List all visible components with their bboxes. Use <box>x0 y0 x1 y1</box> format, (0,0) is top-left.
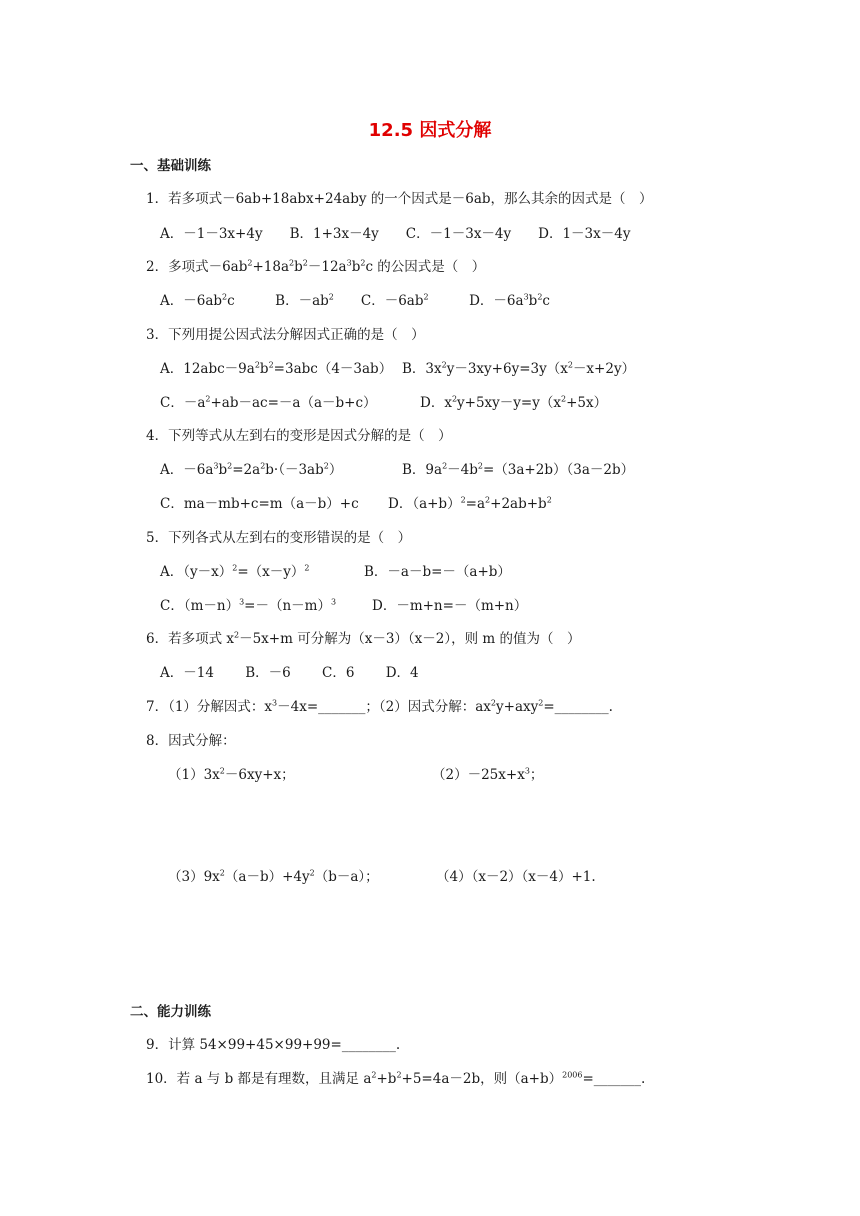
question-8-stem: 8．因式分解： <box>146 733 236 749</box>
question-5-option-b: B．－a－b=－（a+b） <box>364 564 511 580</box>
question-1-stem: 1．若多项式－6ab+18abx+24aby 的一个因式是－6ab，那么其余的因式是（ ） <box>146 191 653 207</box>
question-1-options: A．－1－3x+4y B．1+3x－4y C．－1－3x－4y D．1－3x－4y <box>160 226 631 242</box>
question-8-part-2: $(2)-25x+x^3$； <box>432 766 544 783</box>
question-5-option-c: C．$(m-n)^3=-(n-m)^3$ <box>160 597 337 614</box>
section-heading-basic: 一、基础训练 <box>130 158 211 174</box>
question-4-option-d: D．$(a+b)^2=a^2+2ab+b^2$ <box>388 495 552 512</box>
question-4-stem: 4．下列等式从左到右的变形是因式分解的是（ ） <box>146 428 452 444</box>
question-3-option-d: D．$x^2y+5xy-y=y(x^2+5x)$ <box>420 394 608 411</box>
question-5-stem: 5．下列各式从左到右的变形错误的是（ ） <box>146 530 412 546</box>
question-2-stem: 2．多项式$-6ab^2+18a^2b^2-12a^3b^2c$ 的公因式是（ ） <box>146 258 486 275</box>
section-heading-ability: 二、能力训练 <box>130 1004 211 1020</box>
question-5-option-d: D．－m+n=－（m+n） <box>372 598 528 614</box>
question-3-option-a: A．$12abc-9a^2b^2=3abc(4-3ab)$ <box>160 360 393 377</box>
question-4-option-c: C．ma－mb+c=m（a－b）+c <box>160 496 359 512</box>
question-3-option-b: B．$3x^2y-3xy+6y=3y(x^2-x+2y)$ <box>402 360 636 377</box>
page-title: 12.5 因式分解 <box>368 120 492 141</box>
question-4-option-b: B．$9a^2-4b^2=(3a+2b)(3a-2b)$ <box>402 461 635 478</box>
question-4-option-a: A．$-6a^3b^2=2a^2b\cdot(-3ab^2)$ <box>160 461 343 478</box>
question-7-stem: 7．（1）分解因式：$x^3-4x=\_\_\_\_\_\_\_$；（2）因式分解：$ax^2y+axy^2=\_\_\_\_\_\_\_\_$. <box>146 698 613 715</box>
question-8-part-3: $(3)9x^2(a-b)+4y^2(b-a)$； <box>168 868 379 885</box>
question-5-option-a: A．$(y-x)^2=(x-y)^2$ <box>160 563 310 580</box>
question-3-stem: 3．下列用提公因式法分解因式正确的是（ ） <box>146 327 425 343</box>
question-10-stem: 10．若 a 与 b 都是有理数，且满足 $a^2+b^2+5=4a-2b$，则$(a+b)^{2006}=\_\_\_\_\_\_\_$. <box>146 1070 646 1087</box>
question-8-part-4: （4）（x－2）（x－4）+1. <box>436 869 596 885</box>
question-6-stem: 6．若多项式 $x^2-5x+m$ 可分解为（x－3）（x－2），则 m 的值为（ ） <box>146 630 581 647</box>
question-8-part-1: $(1)3x^2-6xy+x$； <box>168 766 295 783</box>
question-6-options: A．－14 B．－6 C．6 D．4 <box>160 665 419 681</box>
question-2-options: A．$-6ab^2c$ B．$-ab^2$ C．$-6ab^2$ D．$-6a^3b^2c$ <box>160 292 550 309</box>
question-9-stem: 9．计算 54×99+45×99+99=________. <box>146 1037 401 1053</box>
question-3-option-c: C．$-a^2+ab-ac=-a(a-b+c)$ <box>160 394 377 411</box>
